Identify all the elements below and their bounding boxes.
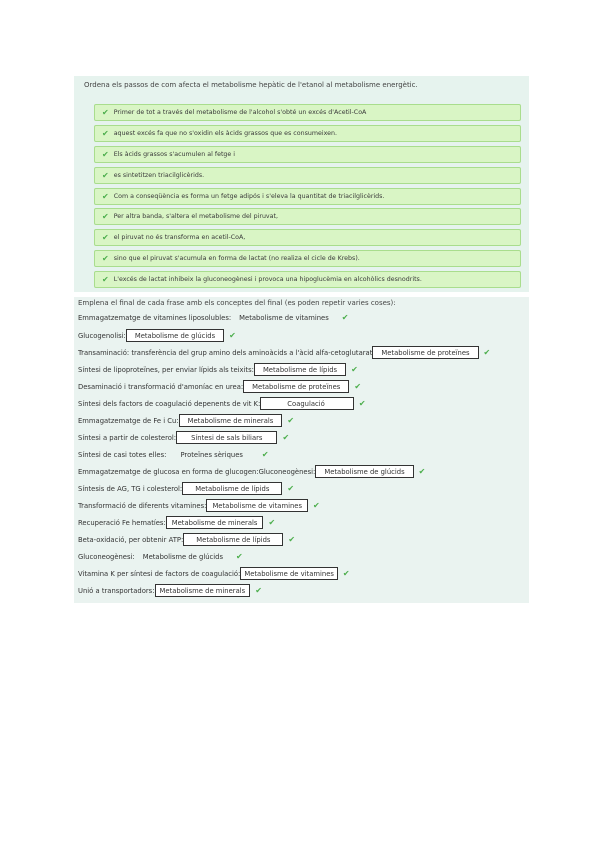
matching-row-label: Unió a transportadors:	[78, 586, 155, 595]
checkmark-icon: ✔	[102, 149, 109, 159]
ordering-item-text: Primer de tot a través del metabolisme de l'alcohol s'obté un excés d'Acetil-CoA	[113, 109, 367, 116]
checkmark-icon: ✔	[102, 253, 109, 263]
matching-row-label: Síntesis de AG, TG i colesterol:	[78, 484, 183, 493]
checkmark-icon: ✔	[102, 191, 109, 201]
ordering-item-text: sino que el piruvat s'acumula en forma de lactat (no realiza el cicle de Krebs).	[113, 255, 360, 262]
answer-select[interactable]: Metabolisme de vitamines	[240, 567, 338, 580]
checkmark-icon: ✔	[102, 232, 109, 242]
matching-row-label: Transaminació: transferència del grup amino dels aminoàcids a l'àcid alfa-cetoglutarat	[78, 348, 373, 357]
answer-select[interactable]: Metabolisme de glúcids	[142, 552, 223, 561]
matching-row-label: Gluconeogènesi:	[78, 552, 135, 561]
answer-select[interactable]: Metabolisme de vitamines	[239, 313, 329, 322]
matching-row-label: Glucogenolisi:	[78, 331, 126, 340]
checkmark-icon: ✔	[342, 568, 350, 578]
matching-row	[78, 566, 350, 581]
matching-row-label: Emmagatzematge de vitamines liposolubles:	[78, 313, 232, 322]
checkmark-icon: ✔	[102, 274, 109, 284]
matching-row	[78, 396, 366, 411]
checkmark-icon: ✔	[351, 364, 358, 374]
matching-row	[78, 447, 269, 462]
checkmark-icon: ✔	[236, 551, 243, 561]
matching-row	[78, 379, 361, 394]
matching-row	[78, 498, 320, 513]
matching-row-label: Síntesi dels factors de coagulació depenents de vit K:	[78, 399, 261, 408]
checkmark-icon: ✔	[358, 398, 366, 408]
matching-row-label: Transformació de diferents vitamines:	[78, 501, 207, 510]
answer-select[interactable]: Coagulació	[260, 397, 354, 410]
ordering-item[interactable]	[94, 229, 521, 246]
answer-select[interactable]: Metabolisme de lípids	[183, 533, 283, 546]
ordering-question-prompt: Ordena els passos de com afecta el metabolisme hepàtic de l'etanol al metabolisme energètic.	[84, 81, 418, 89]
answer-select[interactable]: Metabolisme de proteïnes	[372, 346, 478, 359]
matching-row-label: Síntesi de lipoproteïnes, per enviar lípids als teixits:	[78, 365, 254, 374]
matching-question-prompt: Emplena el final de cada frase amb els conceptes del final (es poden repetir varies coses):	[78, 299, 396, 307]
answer-select[interactable]: Metabolisme de proteïnes	[243, 380, 349, 393]
matching-question-panel	[74, 297, 529, 603]
ordering-item[interactable]	[94, 167, 521, 184]
matching-row-label: Recuperació Fe hematíes:	[78, 518, 166, 527]
matching-row	[78, 362, 358, 377]
matching-row	[78, 583, 262, 598]
matching-row	[78, 430, 289, 445]
answer-select[interactable]: Metabolisme de lípids	[254, 363, 346, 376]
matching-row-label: Emmagatzematge de glucosa en forma de glucogen:Gluconeogènesi:	[78, 467, 316, 476]
checkmark-icon: ✔	[102, 128, 109, 138]
answer-select[interactable]: Metabolisme de lípids	[182, 482, 282, 495]
answer-select[interactable]: Metabolisme de glúcids	[315, 465, 413, 478]
ordering-item[interactable]	[94, 125, 521, 142]
matching-row	[78, 532, 295, 547]
ordering-item-text: Per altra banda, s'altera el metabolisme del piruvat,	[113, 213, 278, 220]
checkmark-icon: ✔	[282, 432, 290, 442]
answer-select[interactable]: Metabolisme de minerals	[155, 584, 251, 597]
answer-select[interactable]: Proteïnes sèriques	[180, 450, 243, 459]
matching-row	[78, 310, 348, 325]
ordering-item-text: aquest excés fa que no s'oxidin els àcids grassos que es consumeixen.	[113, 130, 337, 137]
checkmark-icon: ✔	[261, 449, 269, 459]
matching-row-label: Desaminació i transformació d'amoníac en urea:	[78, 382, 244, 391]
matching-row	[78, 328, 236, 343]
checkmark-icon: ✔	[341, 312, 349, 322]
checkmark-icon: ✔	[255, 585, 262, 595]
matching-row-label: Emmagatzematge de Fe i Cu:	[78, 416, 179, 425]
checkmark-icon: ✔	[102, 170, 109, 180]
answer-select[interactable]: Metabolisme de glúcids	[126, 329, 224, 342]
answer-select[interactable]: Síntesi de sals biliars	[176, 431, 277, 444]
ordering-question-panel	[74, 76, 529, 292]
ordering-item[interactable]	[94, 250, 521, 267]
ordering-item[interactable]	[94, 208, 521, 225]
checkmark-icon: ✔	[268, 517, 276, 527]
checkmark-icon: ✔	[313, 500, 320, 510]
checkmark-icon: ✔	[229, 330, 236, 340]
ordering-item[interactable]	[94, 271, 521, 288]
matching-row	[78, 413, 294, 428]
ordering-item[interactable]	[94, 146, 521, 163]
matching-row-label: Beta-oxidació, per obtenir ATP:	[78, 535, 184, 544]
checkmark-icon: ✔	[483, 347, 491, 357]
matching-row-label: Síntesi a partir de colesterol:	[78, 433, 177, 442]
ordering-item[interactable]	[94, 104, 521, 121]
answer-select[interactable]: Metabolisme de minerals	[179, 414, 283, 427]
checkmark-icon: ✔	[287, 483, 295, 493]
matching-row-label: Síntesi de casi totes elles:	[78, 450, 167, 459]
checkmark-icon: ✔	[418, 466, 426, 476]
matching-row	[78, 549, 243, 564]
answer-select[interactable]: Metabolisme de minerals	[166, 516, 264, 529]
checkmark-icon: ✔	[354, 381, 362, 391]
matching-row	[78, 515, 275, 530]
checkmark-icon: ✔	[287, 415, 295, 425]
ordering-item-text: el piruvat no és transforma en acetil-CoA,	[113, 234, 246, 241]
answer-select[interactable]: Metabolisme de vitamines	[206, 499, 308, 512]
ordering-item[interactable]	[94, 188, 521, 205]
matching-row-label: Vitamina K per síntesi de factors de coagulació:	[78, 569, 241, 578]
ordering-item-text: L'excés de lactat inhibeix la gluconeogènesi i provoca una hipoglucèmia en alcohòlics desnodrits.	[113, 276, 422, 283]
ordering-item-text: es sintetitzen triacilglicèrids.	[113, 172, 205, 179]
ordering-item-text: Com a conseqüència es forma un fetge adipós i s'eleva la quantitat de triacilglicèrids.	[113, 193, 385, 200]
ordering-item-text: Els àcids grassos s'acumulen al fetge i	[113, 151, 236, 158]
checkmark-icon: ✔	[102, 211, 109, 221]
checkmark-icon: ✔	[102, 107, 109, 117]
matching-row	[78, 481, 294, 496]
matching-row	[78, 464, 425, 479]
checkmark-icon: ✔	[288, 534, 296, 544]
matching-row	[78, 345, 490, 360]
